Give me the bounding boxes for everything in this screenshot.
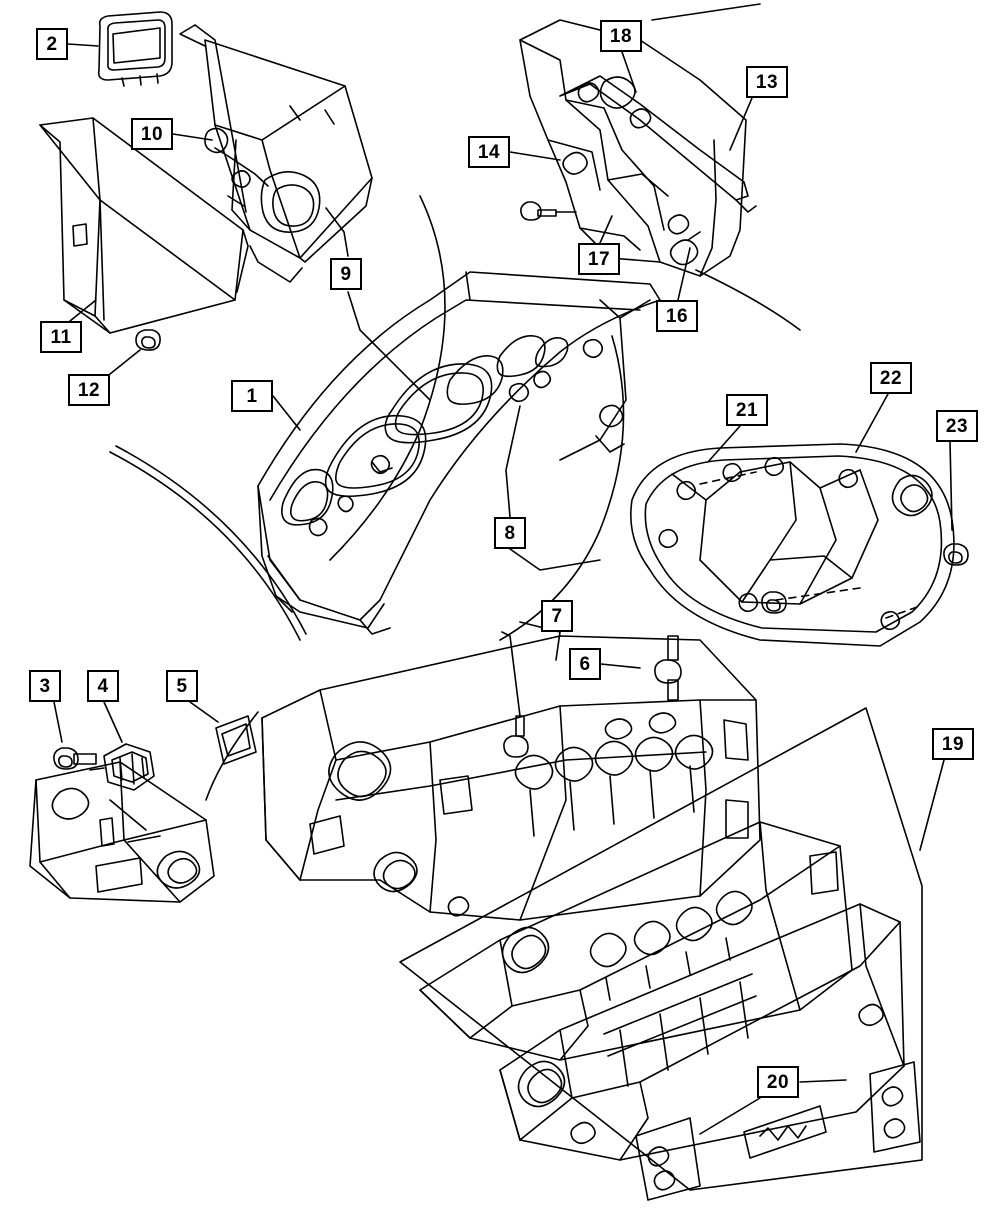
leader-22 [856, 394, 888, 452]
leader-18 [622, 52, 636, 92]
leader-4 [104, 702, 122, 742]
callout-14[interactable]: 14 [468, 136, 510, 168]
leader-19 [920, 760, 944, 850]
callout-21[interactable]: 21 [726, 394, 768, 426]
part-13-strut [560, 76, 756, 212]
leader-23 [950, 442, 952, 530]
part-11-panel [40, 25, 248, 333]
part-1-deck-lid [258, 272, 660, 634]
leader-11 [70, 300, 96, 321]
callout-4[interactable]: 4 [87, 670, 119, 702]
callout-10[interactable]: 10 [131, 118, 173, 150]
part-12-nut [136, 330, 160, 350]
callout-20[interactable]: 20 [757, 1066, 799, 1098]
callout-11[interactable]: 11 [40, 321, 82, 353]
leader-1 [273, 396, 300, 430]
callout-1[interactable]: 1 [231, 380, 273, 412]
leader-6 [601, 664, 640, 668]
callout-22[interactable]: 22 [870, 362, 912, 394]
part-3-grommet [54, 748, 96, 769]
leader-16 [678, 248, 690, 300]
leader-12 [110, 350, 140, 374]
part-17-bolt [521, 202, 576, 220]
leader-3 [54, 702, 62, 742]
callout-3[interactable]: 3 [29, 670, 61, 702]
part-6-closure-panel [262, 636, 760, 920]
leader-21 [708, 426, 740, 462]
leader-17 [600, 216, 612, 243]
part-weatherstrip [110, 452, 300, 640]
callout-5[interactable]: 5 [166, 670, 198, 702]
leader-14 [510, 152, 560, 160]
callout-16[interactable]: 16 [656, 300, 698, 332]
part-21-trim [631, 444, 954, 646]
part-20-closure [500, 904, 920, 1200]
sweep-arc-upper [696, 270, 800, 330]
leader-5 [190, 702, 218, 722]
part-14-hinge [520, 20, 746, 276]
callout-13[interactable]: 13 [746, 66, 788, 98]
leader-13 [730, 98, 752, 150]
callout-23[interactable]: 23 [936, 410, 978, 442]
callout-17[interactable]: 17 [578, 243, 620, 275]
callout-9[interactable]: 9 [330, 258, 362, 290]
sweep-arc-right [500, 336, 624, 640]
callout-6[interactable]: 6 [569, 648, 601, 680]
leader-18b [652, 4, 760, 20]
part-detail-body [30, 762, 214, 902]
callout-12[interactable]: 12 [68, 374, 110, 406]
callout-7[interactable]: 7 [541, 600, 573, 632]
part-5-bezel [216, 716, 256, 764]
part-23-nut [944, 544, 968, 565]
part-7-bolt-b [655, 636, 681, 700]
callout-2[interactable]: 2 [36, 28, 68, 60]
part-19-reinforcement [420, 822, 852, 1060]
part-7-bolt-a [502, 632, 528, 757]
part-2-bezel [99, 12, 172, 86]
leader-2 [68, 44, 98, 46]
callout-19[interactable]: 19 [932, 728, 974, 760]
callout-18[interactable]: 18 [600, 20, 642, 52]
callout-8[interactable]: 8 [494, 517, 526, 549]
